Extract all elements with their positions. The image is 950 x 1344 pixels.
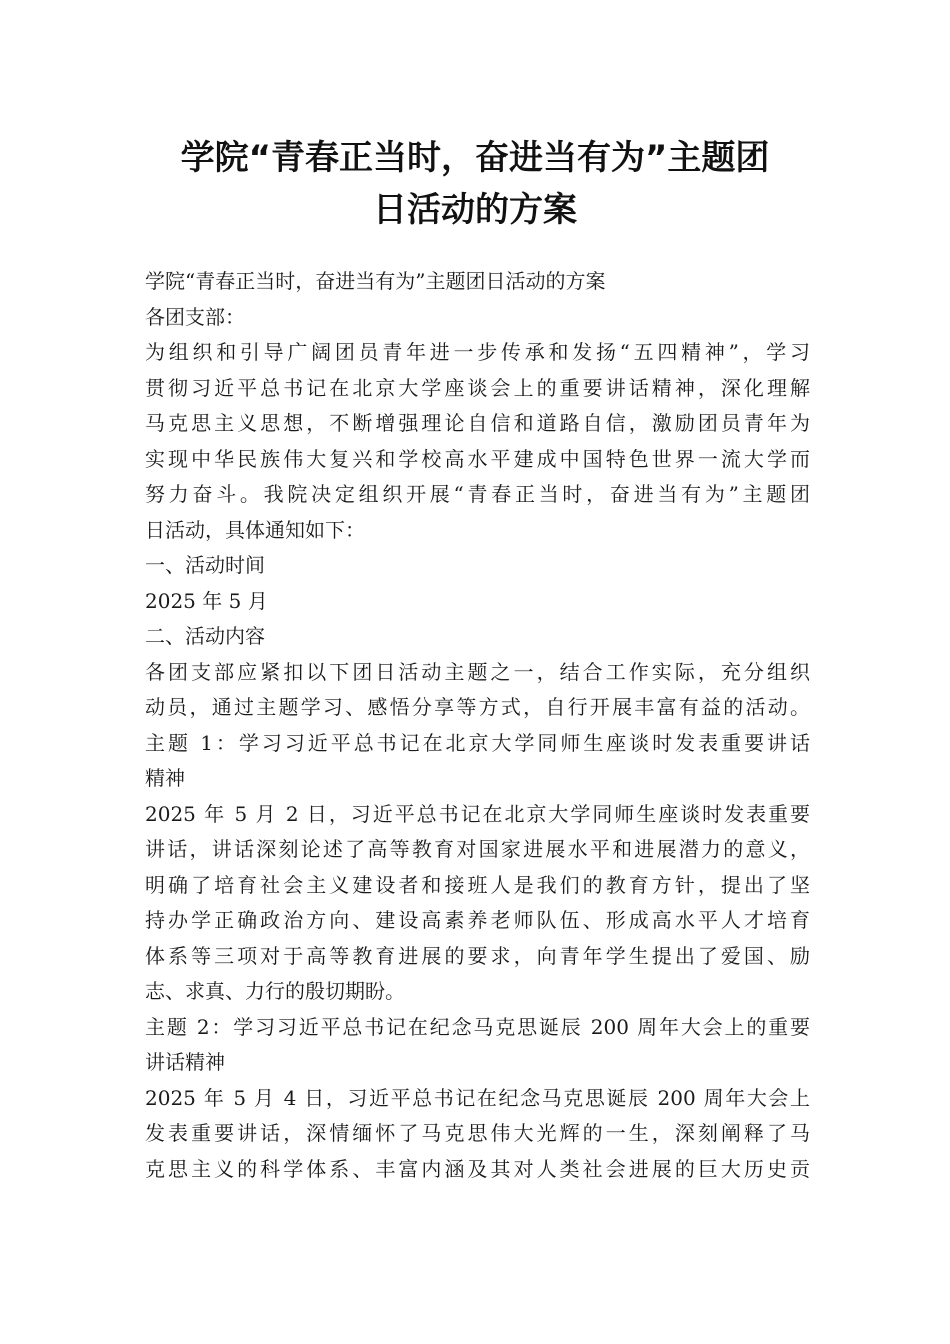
body-line: 日活动，具体通知如下：: [145, 517, 365, 542]
body-line: 贯彻习近平总书记在北京大学座谈会上的重要讲话精神，深化理解: [145, 375, 810, 400]
body-line: 2025 年 5 月 2 日，习近平总书记在北京大学同师生座谈时发表重要: [145, 801, 810, 826]
body-line: 为组织和引导广阔团员青年进一步传承和发扬“五四精神”，学习: [145, 340, 810, 364]
body-line: 一、活动时间: [145, 553, 265, 577]
body-line: 持办学正确政治方向、建设高素养老师队伍、形成高水平人才培育: [145, 908, 810, 932]
body-line: 2025 年 5 月 4 日，习近平总书记在纪念马克思诞辰 200 周年大会上: [145, 1085, 810, 1110]
body-line: 动员，通过主题学习、感悟分享等方式，自行开展丰富有益的活动。: [145, 695, 810, 719]
title-line: 学院“青春正当时，奋进当有为”主题团: [180, 138, 770, 178]
body-line: 2025 年 5 月: [145, 588, 268, 613]
body-line: 志、求真、力行的殷切期盼。: [145, 979, 405, 1003]
body-line: 主题 2：学习习近平总书记在纪念马克思诞辰 200 周年大会上的重要: [145, 1014, 810, 1039]
body-line: 各团支部：: [145, 304, 245, 329]
body-line: 明确了培育社会主义建设者和接班人是我们的教育方针，提出了坚: [145, 872, 810, 897]
body-line: 学院“青春正当时，奋进当有为”主题团日活动的方案: [145, 269, 606, 293]
body-line: 各团支部应紧扣以下团日活动主题之一，结合工作实际，充分组织: [145, 659, 810, 684]
body-line: 实现中华民族伟大复兴和学校高水平建成中国特色世界一流大学而: [145, 446, 810, 471]
document-title: [110, 132, 840, 236]
body-line: 体系等三项对于高等教育进展的要求，向青年学生提出了爱国、励: [145, 943, 810, 968]
body-line: 讲话精神: [145, 1050, 225, 1074]
body-line: 克思主义的科学体系、丰富内涵及其对人类社会进展的巨大历史贡: [145, 1156, 810, 1181]
body-line: 发表重要讲话，深情缅怀了马克思伟大光辉的一生，深刻阐释了马: [145, 1121, 810, 1145]
body-line: 主题 1：学习习近平总书记在北京大学同师生座谈时发表重要讲话: [145, 730, 810, 755]
body-line: 二、活动内容: [145, 624, 265, 648]
body-line: 讲话，讲话深刻论述了高等教育对国家进展水平和进展潜力的意义，: [145, 837, 810, 861]
body-line: 马克思主义思想，不断增强理论自信和道路自信，激励团员青年为: [145, 411, 810, 435]
body-line: 精神: [145, 766, 185, 790]
title-line: 日活动的方案: [373, 190, 577, 230]
document-body: [145, 264, 810, 1187]
body-line: 努力奋斗。我院决定组织开展“青春正当时，奋进当有为”主题团: [145, 482, 810, 506]
